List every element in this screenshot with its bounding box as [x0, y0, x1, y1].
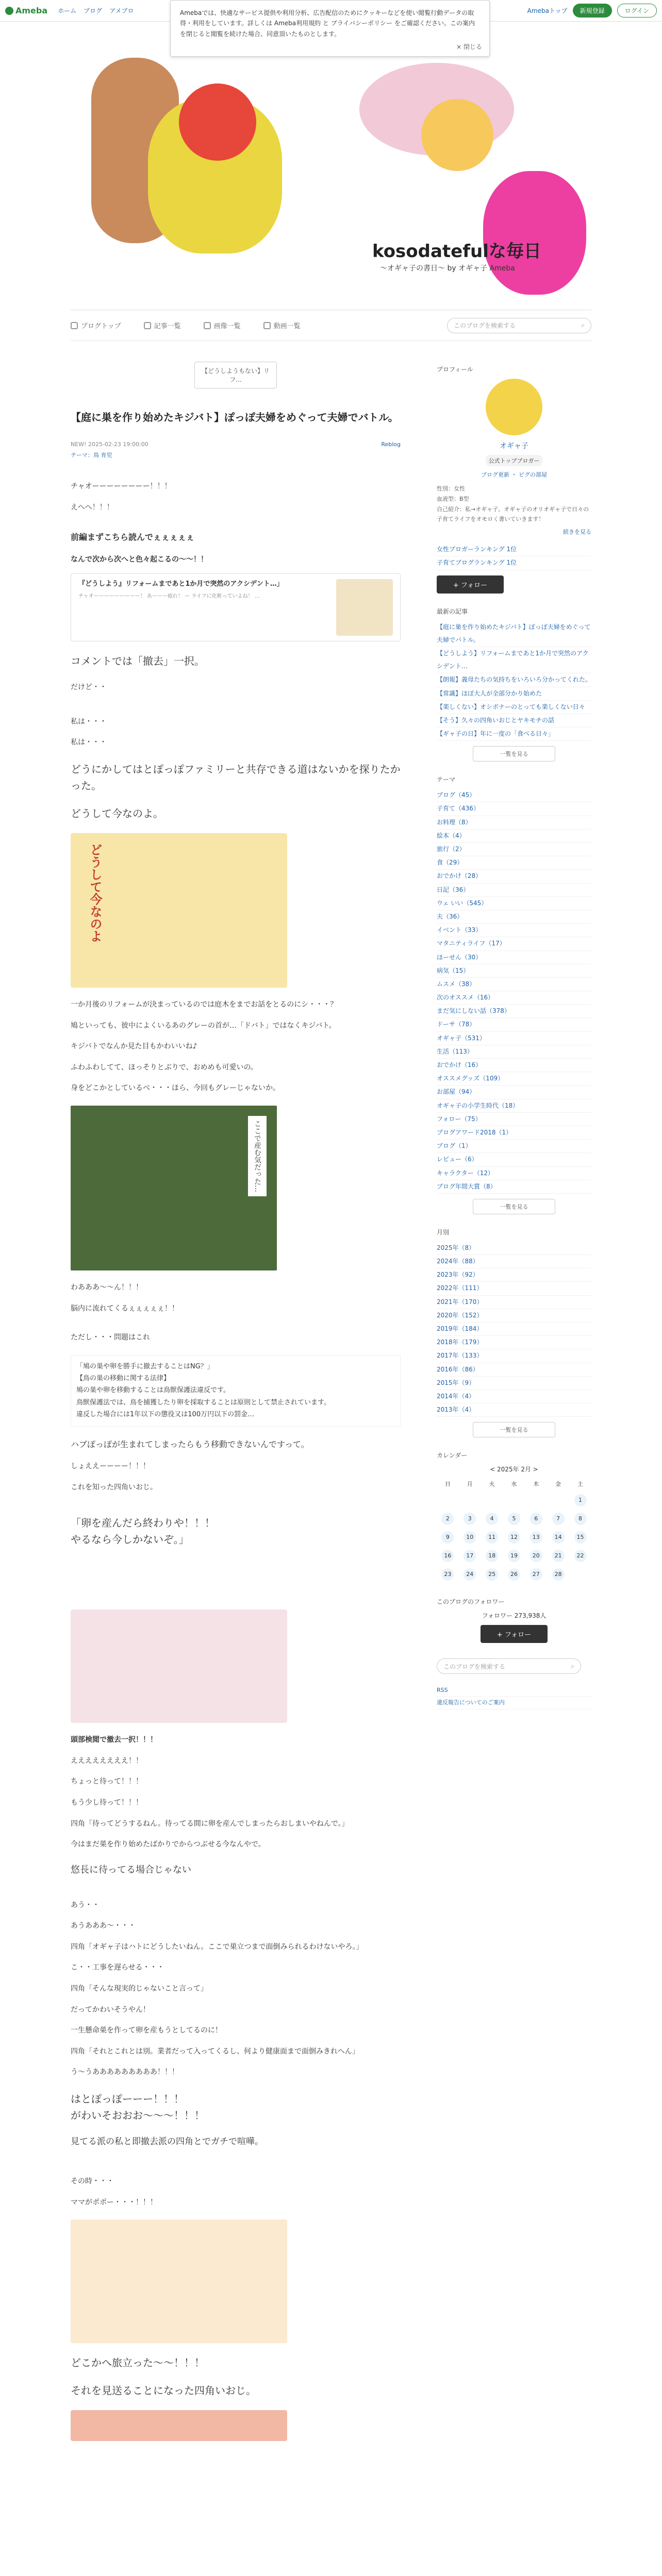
article-text: 頭部検閲で撤去一択！！！ — [71, 1736, 157, 1744]
illustration-caption: どうして今なのよ — [88, 843, 102, 942]
rss-link[interactable]: RSS — [437, 1687, 448, 1694]
photo-caption: ここで産む気だった… — [248, 1116, 267, 1196]
theme-link[interactable]: 次のオススメ（16） — [437, 994, 494, 1002]
official-badge: 公式トップブロガー — [486, 455, 542, 466]
article-text: 四角「それとこれとは別。業者だって入ってくるし、何より健康面まで面倒みきれへん」 — [71, 2047, 359, 2056]
illustration-image[interactable] — [71, 2219, 287, 2343]
ameba-top-link[interactable]: Amebaトップ — [527, 7, 568, 14]
theme-link[interactable]: オススメグッズ（109） — [437, 1075, 504, 1082]
article-quote: 「卵を産んだら終わりや！！！ やるなら今しかないぞ。」 — [71, 1517, 215, 1546]
ranking-link[interactable]: 女性ブロガーランキング 1位 — [437, 546, 517, 553]
sidebar — [437, 341, 591, 2451]
article-heading: どうして今なのよ。 — [71, 807, 163, 820]
article-text: ハブぽっぽが生まれてしまったらもう移動できないんですって。 — [71, 1439, 309, 1449]
calendar-day[interactable]: 18 — [486, 1550, 498, 1562]
avatar[interactable] — [486, 379, 542, 435]
article-heading: コメントでは「撤去」一択。 — [71, 655, 205, 668]
archive-link[interactable]: 2015年（9） — [437, 1379, 475, 1386]
article-text: これを知った四角いおじ。 — [71, 1483, 157, 1492]
recent-heading: 最新の記事 — [437, 607, 468, 615]
article-text: ふわふわしてて、ほっそりとぶりで、おめめも可愛いの。 — [71, 1063, 258, 1072]
theme-link[interactable]: 夫（36） — [437, 912, 464, 920]
calendar-heading: カレンダー — [437, 1452, 468, 1460]
article-text: 今はまだ巣を作り始めたばかりでからつぶせる今なんやで。 — [71, 1840, 266, 1849]
calendar-day[interactable]: 14 — [552, 1531, 565, 1544]
followers-heading: このブログのフォロワー — [437, 1598, 505, 1606]
video-icon — [263, 322, 271, 329]
cookie-close-button[interactable]: × 閉じる — [456, 43, 482, 50]
article-text: ええええええええ！！ — [71, 1756, 143, 1765]
subnav-images[interactable]: 画像一覧 — [204, 320, 241, 330]
profile-links[interactable]: ブログ更新 ・ ピグの部屋 — [481, 471, 547, 478]
ameba-logo-icon — [5, 7, 13, 15]
theme-link[interactable]: お料理（8） — [437, 818, 472, 826]
calendar-day[interactable]: 10 — [464, 1531, 476, 1544]
recent-entry-link[interactable]: 【楽しくない】オシボナーのとっても楽しくない日々 — [437, 703, 585, 710]
article-text: こ・・工事を遅らせる・・・ — [71, 1963, 164, 1972]
signup-button[interactable]: 新規登録 — [573, 4, 612, 18]
law-quote-box: 「鳩の巣や卵を勝手に撤去することはNG？」 【鳥の巣の移動に関する法律】 鳩の巣や卵を移動することは鳥獣保護法違反です。 鳥獣保護法では、鳥を捕獲したり卵を採取することは原則として禁止されています。 違反した場合には1年以下の懲役又は100万円以下の罰金… — [71, 1355, 401, 1427]
ameba-logo[interactable]: Ameba — [5, 6, 47, 15]
calendar-day[interactable]: 5 — [508, 1513, 520, 1525]
theme-link[interactable]: ブログ（1） — [437, 1142, 472, 1150]
calendar-weekday: 木 — [533, 1481, 539, 1488]
archive-link[interactable]: 2022年（111） — [437, 1284, 483, 1292]
blog-link-card[interactable] — [71, 573, 401, 641]
calendar-day[interactable]: 28 — [552, 1568, 565, 1581]
follower-count: フォロワー 273,938人 — [482, 1612, 547, 1620]
article-text: 鳩といっても、彼中によくいるあのグレーの首が…「ドバト」ではなくキジバト。 — [71, 1021, 336, 1030]
theme-link[interactable]: ブログ年間大賞（8） — [437, 1182, 496, 1190]
article-text: 身をどこかとしているべ・・・ほら、今回もグレーじゃないか。 — [71, 1084, 280, 1093]
recent-entry-link[interactable]: 【庭に巣を作り始めたキジバト】ぽっぽ夫婦をめぐって夫婦でバトル。 — [437, 623, 591, 643]
article-text: えへへ！！！ — [71, 503, 114, 512]
archive-link[interactable]: 2013年（4） — [437, 1406, 475, 1414]
theme-link[interactable]: まだ気にしない話（378） — [437, 1007, 510, 1015]
article-text: ママがポポー・・・！！！ — [71, 2198, 157, 2207]
article-text: なんで次から次へと色々起こるの〜〜！！ — [71, 555, 208, 564]
article-text: 私は・・・ — [71, 717, 107, 726]
search-icon: ⌕ — [571, 1662, 574, 1670]
subnav-blog-top[interactable]: ブログトップ — [71, 320, 121, 330]
recent-more-button[interactable]: 一覧を見る — [473, 746, 555, 761]
calendar-weekday: 金 — [555, 1481, 561, 1488]
profile-heading: プロフィール — [437, 366, 473, 373]
profile-info: 性別：女性 血液型：B型 自己紹介：私→オギャ子。オギャ子のオリオギャ子で日々の子育てライフをオモロく書いていきます！ — [437, 485, 589, 523]
theme-link[interactable]: 食（29） — [437, 859, 464, 867]
calendar-day[interactable]: 12 — [508, 1531, 520, 1544]
report-link[interactable]: 違反報告についてのご案内 — [437, 1699, 505, 1706]
theme-link[interactable]: 絵本（4） — [437, 832, 466, 839]
theme-link[interactable]: 子育て（436） — [437, 805, 479, 812]
theme-link[interactable]: おでかけ（16） — [437, 1061, 482, 1069]
article-text: 一か月後のリフォームが決まっているのでは庭木をまでお話をとるのにシ・・・？ — [71, 1000, 338, 1009]
article-text: だけど・・ — [71, 683, 107, 692]
article-title: 【庭に巣を作り始めたキジバト】ぽっぽ夫婦をめぐって夫婦でバトル。 — [71, 411, 399, 423]
theme-link[interactable]: ほーせん（30） — [437, 953, 482, 961]
article-heading: 見てる派の私と即撤去派の四角とでガチで喧嘩。 — [71, 2136, 263, 2147]
cookie-notice — [170, 0, 490, 57]
article-theme-link[interactable]: テーマ：鳥 育児 — [71, 452, 112, 459]
sidebar-search-input[interactable]: このブログを検索する ⌕ — [437, 1658, 581, 1674]
recent-entry-link[interactable]: 【そう】久々の四角いおじとヤキモチの話 — [437, 716, 555, 724]
article-heading: がわいそおおお〜〜〜！！！ — [71, 2109, 205, 2122]
theme-more-button[interactable]: 一覧を見る — [473, 1199, 555, 1214]
calendar-weekday: 日 — [444, 1481, 451, 1488]
theme-link[interactable]: マタニティライフ（17） — [437, 940, 506, 947]
theme-link[interactable]: ドーサ（78） — [437, 1021, 476, 1028]
calendar-day[interactable]: 7 — [552, 1513, 565, 1525]
login-button[interactable]: ログイン — [617, 4, 657, 18]
article-text: あうあああ〜・・・ — [71, 1922, 136, 1930]
theme-heading: テーマ — [437, 776, 456, 784]
article-text: 私は・・・ — [71, 738, 107, 747]
archive-link[interactable]: 2014年（4） — [437, 1392, 475, 1400]
archive-link[interactable]: 2025年（8） — [437, 1244, 475, 1251]
article-text: ちょっと待って！！！ — [71, 1777, 143, 1786]
theme-link[interactable]: 日記（36） — [437, 886, 470, 893]
archive-link[interactable]: 2021年（170） — [437, 1298, 483, 1306]
article-date: NEW! 2025-02-23 19:00:00 — [71, 441, 148, 448]
article-text: だってかわいそうやん！ — [71, 2005, 150, 2014]
article-meta — [71, 441, 401, 448]
calendar-day[interactable]: 6 — [530, 1513, 542, 1525]
calendar-weekday: 火 — [489, 1481, 495, 1488]
subnav-entries[interactable]: 記事一覧 — [144, 320, 181, 330]
home-icon — [71, 322, 78, 329]
calendar-day[interactable]: 1 — [574, 1494, 587, 1506]
article-text: もう少し待って！！！ — [71, 1799, 143, 1807]
theme-link[interactable]: お部屋（94） — [437, 1088, 476, 1096]
article-text: あう・・ — [71, 1901, 100, 1909]
recent-entry-link[interactable]: 【どうしよう】リフォームまであと1か月で突然のアクシデント… — [437, 649, 589, 670]
article-text: チャオーーーーーーーー！！！ — [71, 482, 172, 490]
calendar-day[interactable]: 27 — [530, 1568, 542, 1581]
link-card-desc: チャオーーーーーーーーー！ あーーー疲れ！ ー ライフに化粧っていよね！ … — [78, 593, 260, 599]
calendar — [437, 1465, 591, 1584]
article-text: う〜うあああああああああ！！！ — [71, 2068, 179, 2077]
article-column — [71, 341, 401, 2451]
prev-article-button[interactable]: 【どうしようもない】リフ... — [194, 362, 277, 388]
calendar-day[interactable]: 20 — [530, 1550, 542, 1562]
article-text: わあああ〜〜ん！！！ — [71, 1283, 143, 1292]
link-card-thumbnail — [336, 579, 393, 636]
theme-link[interactable]: おでかけ（28） — [437, 872, 482, 880]
article-text: しょええーーーー！！！ — [71, 1462, 150, 1471]
blog-banner[interactable] — [71, 22, 591, 310]
calendar-day[interactable]: 8 — [574, 1513, 587, 1525]
archive-link[interactable]: 2020年（152） — [437, 1311, 483, 1319]
follow-button-bottom[interactable]: + フォロー — [481, 1625, 548, 1643]
ranking-link[interactable]: 子育てブログランキング 1位 — [437, 559, 517, 567]
theme-link[interactable]: イベント（33） — [437, 926, 482, 934]
cookie-notice-text: Amebaでは、快適なサービス提供や利用分析、広告配信のためにクッキーなどを使い閲覧行動データの取得・利用をしています。詳しくは Ameba利用規約 と プライバシーポリシー をご確認ください。この案内を閉じると閲覧を続けた場合、同意頂いたものとします。 — [180, 9, 475, 38]
theme-link[interactable]: ムスメ（38） — [437, 980, 476, 988]
calendar-day[interactable]: 17 — [464, 1550, 476, 1562]
archive-link[interactable]: 2023年（92） — [437, 1271, 479, 1279]
archive-more-button[interactable]: 一覧を見る — [473, 1422, 555, 1437]
calendar-day[interactable]: 13 — [530, 1531, 542, 1544]
search-icon: ⌕ — [581, 321, 585, 329]
article-heading: 悠長に待ってる場合じゃない — [71, 1864, 191, 1875]
list-icon — [144, 322, 151, 329]
theme-link[interactable]: ブログアワード2018（1） — [437, 1128, 512, 1136]
calendar-day[interactable]: 15 — [574, 1531, 587, 1544]
calendar-day[interactable]: 24 — [464, 1568, 476, 1581]
theme-link[interactable]: 病気（15） — [437, 967, 470, 974]
calendar-day[interactable]: 26 — [508, 1568, 520, 1581]
theme-link[interactable]: フォロー（75） — [437, 1115, 482, 1123]
calendar-day[interactable]: 2 — [441, 1513, 454, 1525]
article-heading: はとぽっぽーーー！！！ — [71, 2092, 184, 2105]
article-text: 四角「オギャ子はハトにどうしたいねん。ここで巣立つまで面倒みられるわけないやろ。」 — [71, 1942, 363, 1951]
archive-link[interactable]: 2016年（86） — [437, 1365, 479, 1373]
article-text: ただし・・・問題はこれ — [71, 1333, 150, 1342]
illustration-image[interactable] — [71, 1609, 287, 1723]
nav-ameblo[interactable]: アメブロ — [109, 7, 134, 14]
calendar-weekday: 土 — [577, 1481, 584, 1488]
reblog-link[interactable]: Reblog — [381, 441, 401, 448]
blog-subnav — [71, 310, 591, 341]
article-text: その時・・・ — [71, 2177, 114, 2186]
image-icon — [204, 322, 211, 329]
calendar-weekday: 水 — [511, 1481, 517, 1488]
calendar-day[interactable]: 23 — [441, 1568, 454, 1581]
theme-link[interactable]: オギャ子（531） — [437, 1034, 486, 1042]
article-heading: どうにかしてはとぽっぽファミリーと共存できる道はないかを探りたかった。 — [71, 762, 401, 792]
calendar-weekday: 月 — [467, 1481, 473, 1488]
illustration-image[interactable] — [71, 833, 287, 988]
calendar-day[interactable]: 4 — [486, 1513, 498, 1525]
calendar-day[interactable]: 19 — [508, 1550, 520, 1562]
article-text: 前編まずこちら読んでぇぇぇぇぇ — [71, 532, 195, 543]
subnav-videos[interactable]: 動画一覧 — [263, 320, 301, 330]
article-text: 脳内に流れてくるぇぇぇぇぇ！！ — [71, 1304, 179, 1313]
archive-heading: 月別 — [437, 1228, 450, 1236]
calendar-day[interactable]: 22 — [574, 1550, 587, 1562]
blog-subtitle: 〜オギャ子の書日〜 by オギャ子 Ameba — [380, 264, 515, 273]
blog-title: kosodatefulな毎日 — [372, 241, 541, 262]
calendar-month[interactable]: < 2025年 2月 > — [490, 1466, 538, 1473]
calendar-day[interactable]: 21 — [552, 1550, 565, 1562]
theme-link[interactable]: ウェ いい（545） — [437, 899, 488, 907]
top-nav — [58, 6, 134, 15]
banner-illustration-magenta — [483, 171, 586, 295]
calendar-day[interactable]: 3 — [464, 1513, 476, 1525]
illustration-image[interactable] — [71, 2410, 287, 2441]
profile-more-link[interactable]: 続きを見る — [563, 529, 591, 536]
calendar-day[interactable]: 11 — [486, 1531, 498, 1544]
theme-link[interactable]: オギャ子の小学生時代（18） — [437, 1101, 519, 1109]
profile-name[interactable]: オギャ子 — [500, 442, 528, 450]
article-text: 四角「そんな現実的じゃないこと言って」 — [71, 1984, 208, 1993]
calendar-day[interactable]: 16 — [441, 1550, 454, 1562]
archive-link[interactable]: 2017年（133） — [437, 1352, 483, 1360]
banner-illustration-red — [179, 83, 256, 161]
recent-entry-link[interactable]: 【朗報】義母たちの気持ちをいろいろ分かってくれた。 — [437, 676, 592, 684]
tree-photo[interactable] — [71, 1106, 277, 1270]
calendar-day[interactable]: 9 — [441, 1531, 454, 1544]
nav-home[interactable]: ホーム — [58, 7, 77, 14]
article-text: 四角「待ってどうするねん。待ってる間に卵を産んでしまったらおしまいやねんで。」 — [71, 1819, 349, 1828]
archive-link[interactable]: 2019年（184） — [437, 1325, 483, 1332]
theme-link[interactable]: 旅行（2） — [437, 845, 466, 853]
theme-link[interactable]: レビュー（6） — [437, 1156, 478, 1163]
banner-illustration-orange — [421, 99, 493, 171]
calendar-day[interactable]: 25 — [486, 1568, 498, 1581]
recent-entry-link[interactable]: 【ギャ子の日】年に一度の「食べる日々」 — [437, 730, 555, 738]
blog-search-input[interactable]: このブログを検索する ⌕ — [447, 318, 591, 333]
theme-link[interactable]: ブログ（45） — [437, 791, 476, 799]
theme-link[interactable]: 生活（113） — [437, 1047, 473, 1055]
article-heading: それを見送ることになった四角いおじ。 — [71, 2384, 256, 2397]
article-heading: どこかへ旅立った〜〜！！！ — [71, 2357, 205, 2369]
article-text: 一生懸命巣を作って卵を産もうとしてるのに！ — [71, 2026, 222, 2035]
archive-link[interactable]: 2018年（179） — [437, 1338, 483, 1346]
theme-link[interactable]: キャラクター（12） — [437, 1169, 494, 1177]
archive-link[interactable]: 2024年（88） — [437, 1258, 479, 1265]
recent-entry-link[interactable]: 【常識】ほぼ大人が全部分かり始めた — [437, 689, 542, 697]
link-card-title: 『どうしよう』リフォームまであと1か月で突然のアクシデント…」 — [78, 580, 284, 588]
article-text: キジバトでなんか見た目もかわいいね♪ — [71, 1042, 197, 1051]
nav-blog[interactable]: ブログ — [84, 7, 103, 14]
follow-button[interactable]: + フォロー — [437, 575, 504, 594]
